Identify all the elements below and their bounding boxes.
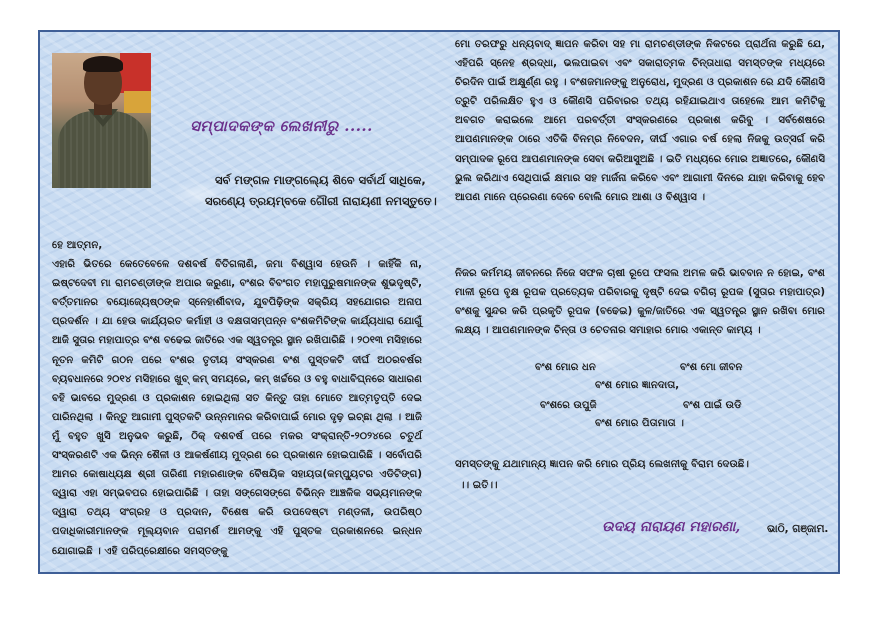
right-body-paragraph: ମୋ ତରଫରୁ ଧନ୍ୟବାଦ୍ ଜ୍ଞାପନ କରିବା ସହ ମା ରାମଚଣ୍ଡୀଙ୍କ ନିକଟରେ ପ୍ରାର୍ଥନା କରୁଛି ଯେ, ଏହିପରି ସ୍ନେହ ଶ୍ରଦ୍ଧା, ଭଲପାଇବା ଏବଂ ସକାରାତ୍ମକ ଚିନ୍ତାଧାରା ସମସ୍ତଙ୍କ ମଧ୍ୟରେ ଚିରଦିନ ପାଇଁ ଅକ୍ଷୁର୍ଣ୍ଣ ରହୁ । ବଂଶଜମାନଙ୍କୁ ଅନୁରୋଧ, ମୁଦ୍ରଣ ଓ ପ୍ରକାଶନ ରେ ଯଦି କୌଣସି ତ୍ରୁଟି ପରିଲକ୍ଷିତ ହୁଏ ଓ କୌଣସି ପରିବାରର ତଥ୍ୟ ରହିଯାଇଥାଏ ତାହେଲେ ଆମ କମିଟିକୁ ଅବଗତ କରାଇଲେ ଆମେ ପରବର୍ତ୍ତୀ ସଂସ୍କରଣରେ ପ୍ରକାଶ କରିବୁ । ସର୍ବଶେଷରେ ଆପଣମାନଙ୍କ ଠାରେ ଏତିକି ବିନମ୍ର ନିବେଦନ, ଦୀର୍ଘ ଏଗାର ବର୍ଷ ହେଲା ନିଜକୁ ଉତ୍ସର୍ଗ କରି ସମ୍ପାଦକ ରୂପେ ଆପଣମାନଙ୍କ ସେବା କରିଆସୁଅଛି । ଇତି ମଧ୍ୟରେ ମୋର ଅଜ୍ଞାତରେ, କୌଣସି ଭୁଲ କରିଥାଏ ସେଥିପାଇଁ କ୍ଷମାର ସହ ମାର୍ଜନା କରିବେ ଏବଂ ଆଗାମୀ ଦିନରେ ଯାହା କରିବାକୁ ହେବ ଆପଣ ମାନେ ପ୍ରେରଣା ଦେବେ ବୋଲି ମୋର ଆଶା ଓ ବିଶ୍ୱାସ । (455, 39, 825, 203)
signature-name: ଉଦୟ ନାରାୟଣ ମହାରଣା, (602, 519, 741, 535)
iti-marker: ।। ଇତି।। (460, 480, 498, 491)
left-body-paragraph: ଏହାରି ଭିତରେ କେତେବେଳେ ଦଶବର୍ଷ ବିତିଗଲାଣି, ଜମା ବିଶ୍ୱାସ ହେଉନି । କାହିଁକି ନା, ଇଷ୍ଟଦେବୀ ମା ରାମଚଣ୍ଡୀଙ୍କ ଅପାର କରୁଣା, ବଂଶର ବିବଂଗତ ମହାପୁରୁଷମାନଙ୍କ ଶୁଭଦୃଷ୍ଟି, ବର୍ତ୍ତମାନର ବୟୋଜ୍ୟେଷ୍ଠଙ୍କ ସ୍ନେହାର୍ଶୀବାଦ, ଯୁବପିଢ଼ିଙ୍କ ସକ୍ରିୟ ସହଯୋଗର ଅନାପ ପ୍ରଦର୍ଶନ । ଯା ହେଉ କାର୍ଯ୍ୟରତ କର୍ମାହୀ ଓ ଦକ୍ଷତାସମ୍ପନ୍ନ ବଂଶକମିଟିଙ୍କ କାର୍ଯ୍ୟଧାରା ଯୋଗୁଁ ଆଜି ସୁତାର ମହାପାତ୍ର ବଂଶ ବଢେଇ ଜାତିରେ ଏକ ସ୍ୱତନ୍ତ୍ର ସ୍ଥାନ ରଖିପାରିଛି । ୨୦୧୩ ମସିହାରେ ନୂତନ କମିଟି ଗଠନ ପରେ ବଂଶର ତୃତୀୟ ସଂସ୍କରଣ ବଂଶ ପୁସ୍ତକଟି ଦୀର୍ଘ ଅଠରବର୍ଷର ବ୍ୟବଧାନରେ ୨୦୧୪ ମସିହାରେ ଖୁବ୍ କମ୍ ସମୟରେ, କମ୍ ଖର୍ଚ୍ଚରେ ଓ ବହୁ ବାଧାବିଘ୍ନରେ ସାଧାରଣ ବହି ଭାବରେ ମୁଦ୍ରଣ ଓ ପ୍ରକାଶନ ହୋଇଥିଲା ସତ କିନ୍ତୁ ତାହା ମୋତେ ଆତ୍ମତୃପ୍ତି ଦେଇ ପାରିନଥିଲା । କିନ୍ତୁ ଆଗାମୀ ପୁସ୍ତକଟି ଉନ୍ନମାନର କରିବାପାଇଁ ମୋର ଦୃଢ଼ ଇଚ୍ଛା ଥିଲା । ଆଜି ମୁଁ ବହୁତ ଖୁସି ଅନୁଭବ କରୁଛି, ଠିକ୍ ଦଶବର୍ଷ ପରେ ମକର ସଂକ୍ରାନ୍ତି-୨୦୨୪ରେ ଚତୁର୍ଥ ସଂସ୍କରଣଟି ଏକ ଭିନ୍ନ ଶୈଳୀ ଓ ଆକର୍ଷଣୀୟ ମୁଦ୍ରଣ ରେ ପ୍ରକାଶନ ହୋଇପାରିଛି । ସର୍ବୋପରି ଆମର କୋଷାଧ୍ୟକ୍ଷ ଶ୍ରୀ ତାରିଣୀ ମହାରଣାଙ୍କ ବୈଷୟିକ ସହାୟତା(କମ୍ପ୍ୟୁଟର ଏଡିଟିଙ୍ଗ) ଦ୍ୱାରା ଏହା ସମ୍ଭବପର ହୋଇପାରିଛି । ତାହା ସଙ୍ଗେସଙ୍ଗେ ବିଭିନ୍ନ ଆଞ୍ଚଳିକ ସଭ୍ୟମାନଙ୍କ ଦ୍ୱାରା ତଥ୍ୟ ସଂଗ୍ରହ ଓ ପ୍ରଦାନ, ବିଶେଷ କରି ଉପଦେଷ୍ଟା ମଣ୍ଡଳୀ, ଉପରିଷ୍ଠ ପଦାଧିକାରୀମାନଙ୍କ ମୂଲ୍ୟବାନ ପରାମର୍ଶ ଆମଙ୍କୁ ଏହି ପୁସ୍ତକ ପ୍ରକାଶନରେ ଇନ୍ଧନ ଯୋଗାଇଛି । ଏହି ପରିପ୍ରେକ୍ଷୀରେ ସମସ୍ତଙ୍କୁ (52, 259, 422, 557)
right-body-paragraph-2: ନିଜର କର୍ମମୟ ଜୀବନରେ ନିଜେ ସଫଳ ଚାଷୀ ରୂପେ ଫସଲ ଅମଳ କରି ଭାବବାନ ନ ହୋଇ, ବଂଶ ମାଳୀ ରୂପେ ବୃକ୍ଷ ରୂପକ ପ୍ରତ୍ୟେକ ପରିବାରକୁ ଦୃଷ୍ଟି ଦେଇ ବଗିଚା ରୂପକ (ସୁତାର ମହାପାତ୍ର) ବଂଶକୁ ସୁନ୍ଦର କରି ପ୍ରକୃତି ରୂପକ (ବଢେଇ) କୁଳ/ଜାତିରେ ଏକ ସ୍ୱତନ୍ତ୍ର ସ୍ଥାନ ରଖିବା ମୋର ଲକ୍ଷ୍ୟ । ଆପଣମାନଙ୍କ ଚିନ୍ତା ଓ ଚେତନାର ସମାହାର ମୋର ଏକାନ୍ତ କାମ୍ୟ । (455, 268, 825, 337)
invocation-line-2: ସରଣ୍ୟେ ତ୍ରୟମ୍ବକେ ଗୌରୀ ନାରାୟଣୀ ନମସ୍ତୁତେ। (205, 194, 437, 208)
editorial-heading: ସମ୍ପାଦକଙ୍କ ଲେଖନୀରୁ ..... (190, 117, 373, 135)
editor-photo (52, 53, 151, 188)
poem-line-2: ବଂଶ ମୋର ଜ୍ଞାନଦାତା, (595, 380, 680, 391)
signature-place: ଭାଠି, ଗଞ୍ଜାମ. (767, 523, 829, 535)
poem-line-3b: ବଂଶ ପାଇଁ ଉଡି (683, 400, 742, 411)
closing-line: ସମସ୍ତଙ୍କୁ ଯଥାମାନ୍ୟ ଜ୍ଞାପନ କରି ମୋର ପ୍ରିୟ ଲେଖନୀକୁ ବିରାମ ଦେଉଛି। (455, 459, 749, 470)
left-column-text (52, 236, 422, 561)
poem-line-1b: ବଂଶ ମୋ ଜୀବନ (680, 362, 743, 373)
poem-line-1a: ବଂଶ ମୋର ଧନ (535, 362, 596, 373)
poem-line-3a: ବଂଶରେ ଉପୁଜି (540, 400, 597, 411)
greeting: ହେ ଆତ୍ମନ, (52, 240, 103, 251)
poem-line-4: ବଂଶ ମୋର ପିତାମାତା । (595, 418, 684, 429)
invocation-line-1: ସର୍ବ ମଙ୍ଗଳ ମାଙ୍ଗଲ୍ୟେ ଶିବେ ସର୍ବାର୍ଥ ସାଧିକେ, (215, 173, 426, 187)
